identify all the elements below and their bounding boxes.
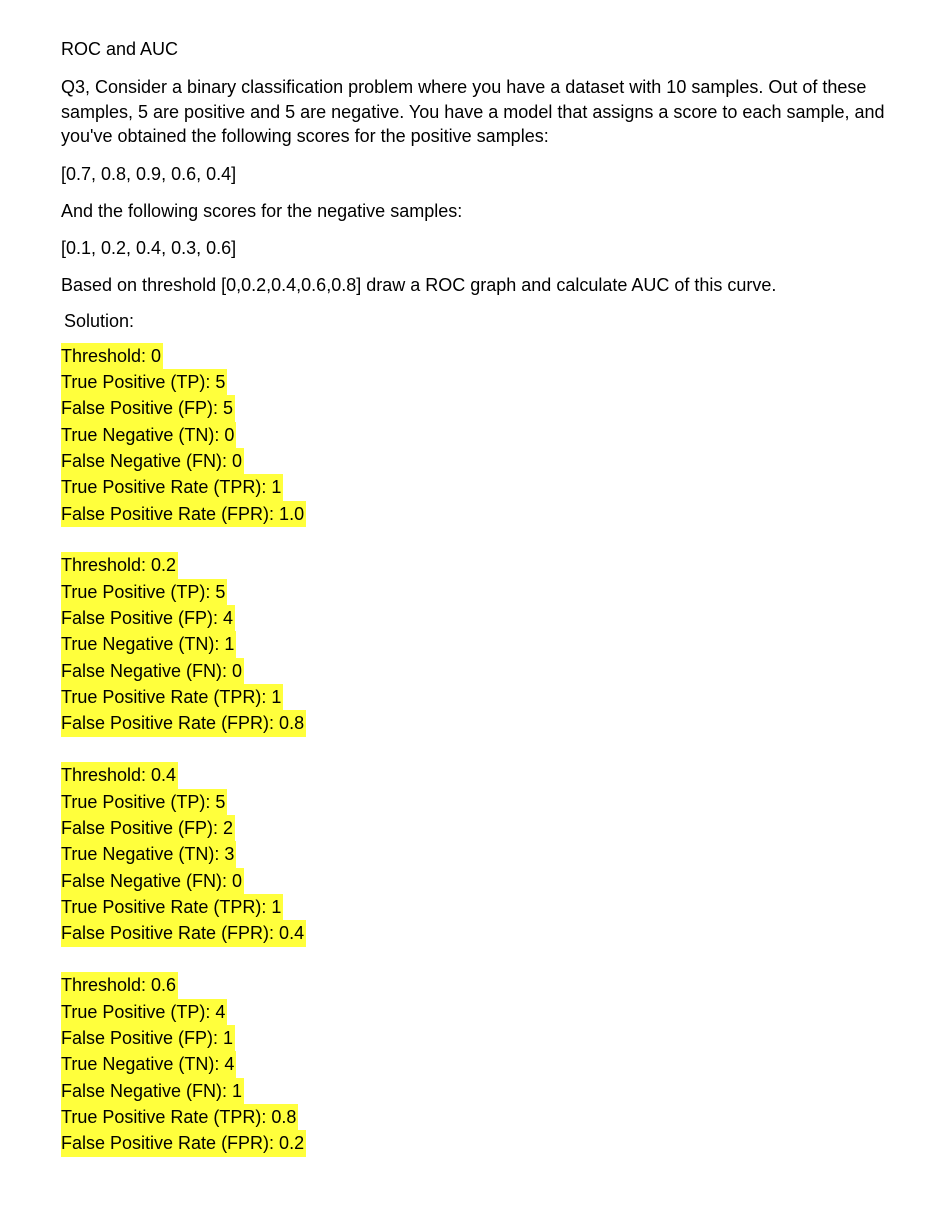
negative-scores-intro: And the following scores for the negative samples: bbox=[61, 200, 463, 221]
true-positive-rate-line: True Positive Rate (TPR): 1 bbox=[61, 684, 283, 710]
false-negative-line: False Negative (FN): 0 bbox=[61, 868, 244, 894]
document-title: ROC and AUC bbox=[61, 39, 179, 59]
positive-scores: [0.7, 0.8, 0.9, 0.6, 0.4] bbox=[61, 163, 237, 184]
threshold-line: Threshold: 0.4 bbox=[61, 762, 178, 788]
solution-label: Solution: bbox=[64, 310, 135, 331]
true-positive-line: True Positive (TP): 5 bbox=[61, 369, 227, 395]
false-positive-line: False Positive (FP): 1 bbox=[61, 1025, 235, 1051]
true-positive-rate-line: True Positive Rate (TPR): 1 bbox=[61, 894, 283, 920]
true-negative-line: True Negative (TN): 4 bbox=[61, 1051, 236, 1077]
instruction-text: Based on threshold [0,0.2,0.4,0.6,0.8] draw a ROC graph and calculate AUC of this curve. bbox=[61, 274, 777, 295]
negative-scores: [0.1, 0.2, 0.4, 0.3, 0.6] bbox=[61, 237, 237, 258]
true-positive-line: True Positive (TP): 5 bbox=[61, 789, 227, 815]
false-positive-line: False Positive (FP): 4 bbox=[61, 605, 235, 631]
solution-block-threshold-0-4 bbox=[61, 762, 912, 946]
false-positive-line: False Positive (FP): 2 bbox=[61, 815, 235, 841]
false-negative-line: False Negative (FN): 0 bbox=[61, 448, 244, 474]
false-negative-line: False Negative (FN): 0 bbox=[61, 658, 244, 684]
false-negative-line: False Negative (FN): 1 bbox=[61, 1078, 244, 1104]
solution-blocks bbox=[61, 343, 912, 1157]
false-positive-rate-line: False Positive Rate (FPR): 0.8 bbox=[61, 710, 306, 736]
false-positive-line: False Positive (FP): 5 bbox=[61, 395, 235, 421]
false-positive-rate-line: False Positive Rate (FPR): 0.2 bbox=[61, 1130, 306, 1156]
true-positive-rate-line: True Positive Rate (TPR): 1 bbox=[61, 474, 283, 500]
question-text: Q3, Consider a binary classification problem where you have a dataset with 10 samples. Out of these samples, 5 are positive and 5 are negative. You have a model that assigns a score to each sample, and you've obtained the following scores for the positive samples: bbox=[61, 77, 885, 146]
true-negative-line: True Negative (TN): 0 bbox=[61, 422, 236, 448]
threshold-line: Threshold: 0.6 bbox=[61, 972, 178, 998]
false-positive-rate-line: False Positive Rate (FPR): 0.4 bbox=[61, 920, 306, 946]
true-negative-line: True Negative (TN): 3 bbox=[61, 841, 236, 867]
false-positive-rate-line: False Positive Rate (FPR): 1.0 bbox=[61, 501, 306, 527]
true-positive-line: True Positive (TP): 4 bbox=[61, 999, 227, 1025]
true-positive-line: True Positive (TP): 5 bbox=[61, 579, 227, 605]
threshold-line: Threshold: 0.2 bbox=[61, 552, 178, 578]
solution-block-threshold-0-2 bbox=[61, 552, 912, 736]
threshold-line: Threshold: 0 bbox=[61, 343, 163, 369]
true-positive-rate-line: True Positive Rate (TPR): 0.8 bbox=[61, 1104, 298, 1130]
solution-block-threshold-0 bbox=[61, 343, 912, 527]
true-negative-line: True Negative (TN): 1 bbox=[61, 631, 236, 657]
solution-block-threshold-0-6 bbox=[61, 972, 912, 1156]
